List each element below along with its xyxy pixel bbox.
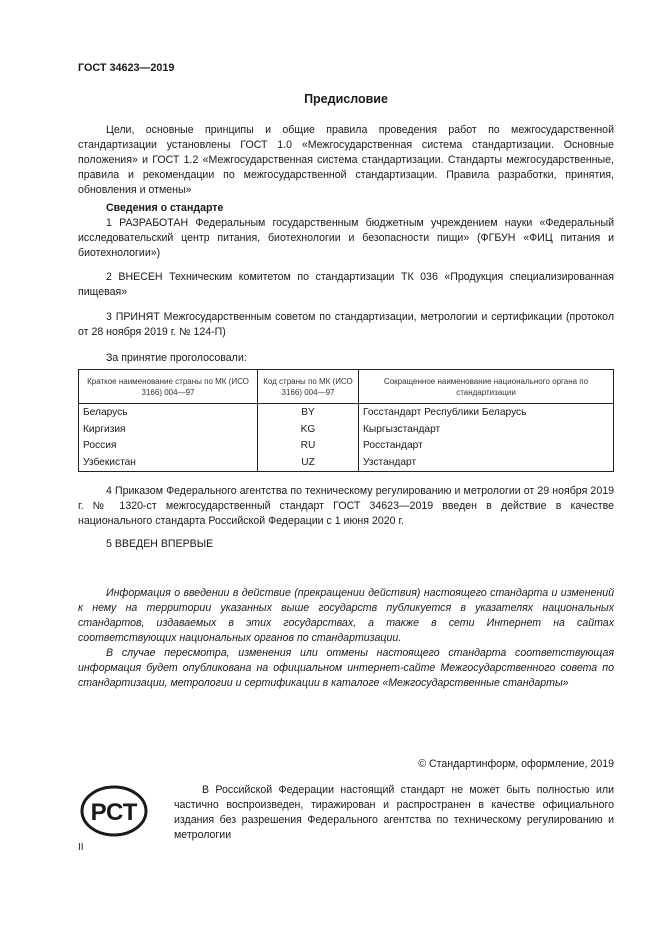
rst-certification-mark-icon (80, 785, 148, 842)
standards-body: Росстандарт (359, 438, 614, 455)
country-name: Россия (79, 438, 258, 455)
logo-lettering: РСТ (90, 799, 138, 826)
standards-body: Кыргызстандарт (359, 422, 614, 439)
item-2-submitted: 2 ВНЕСЕН Техническим комитетом по стандартизации ТК 036 «Продукция специализированная пищевая» (78, 271, 614, 298)
country-code: BY (258, 404, 359, 422)
country-code: UZ (258, 455, 359, 472)
section-heading: Сведения о стандарте (106, 202, 224, 214)
header-country-code: Код страны по МК (ИСО 3166) 004—97 (258, 370, 359, 404)
country-name: Узбекистан (79, 455, 258, 472)
page-number: II (78, 842, 84, 853)
table-row (79, 422, 614, 439)
vote-table-header (79, 370, 614, 404)
country-name: Беларусь (79, 404, 258, 422)
standards-body: Узстандарт (359, 455, 614, 472)
page-title: Предисловие (304, 92, 388, 106)
standards-body: Госстандарт Республики Беларусь (359, 404, 614, 422)
rights-statement: В Российской Федерации настоящий стандарт не может быть полностью или частично воспроизведен, тиражирован и распространен в качестве официального издания без разрешения Федерального агентства по техническому регулированию и метрологии (174, 784, 614, 841)
vote-label: За принятие проголосовали: (106, 352, 247, 364)
item-5-introduced: 5 ВВЕДЕН ВПЕРВЫЕ (106, 538, 214, 550)
country-code: KG (258, 422, 359, 439)
table-row (79, 438, 614, 455)
item-1-developed: 1 РАЗРАБОТАН Федеральным государственным бюджетным учреждением науки «Федеральный исследовательский центр питания, биотехнологии и безопасности пищи» (ФГБУН «ФИЦ питания и биотехнологии») (78, 217, 614, 259)
copyright-line: © Стандартинформ, оформление, 2019 (418, 758, 614, 770)
country-name: Киргизия (79, 422, 258, 439)
vote-table (78, 369, 614, 472)
notice-paragraph-2: В случае пересмотра, изменения или отмены настоящего стандарта соответствующая информация будет опубликована на официальном интернет-сайте Межгосударственного совета по стандартизации, метрологии и сертификации в каталоге «Межгосударственные стандарты» (78, 647, 614, 689)
document-code: ГОСТ 34623—2019 (78, 62, 175, 74)
item-3-adopted: 3 ПРИНЯТ Межгосударственным советом по стандартизации, метрологии и сертификации (протокол от 28 ноября 2019 г. № 124-П) (78, 311, 614, 338)
table-row (79, 455, 614, 472)
country-code: RU (258, 438, 359, 455)
table-row (79, 404, 614, 422)
item-4-enacted: 4 Приказом Федерального агентства по техническому регулированию и метрологии от 29 ноября 2019 г. № 1320-ст межгосударственный стандарт ГОСТ 34623—2019 введен в действие в качестве национального стандарта Российской Федерации с 1 июня 2020 г. (78, 485, 614, 527)
header-standards-body: Сокращенное наименование национального органа по стандартизации (359, 370, 614, 404)
header-country-name: Краткое наименование страны по МК (ИСО 3166) 004—97 (79, 370, 258, 404)
intro-paragraph: Цели, основные принципы и общие правила проведения работ по межгосударственной стандартизации установлены ГОСТ 1.0 «Межгосударственная система стандартизации. Основные положения» и ГОСТ 1.2 «Межгосударственная система стандартизации. Стандарты межгосударственные, правила и рекомендации по межгосударственной стандартизации. Правила разработки, принятия, обновления и отмены» (78, 124, 614, 196)
notice-paragraph-1: Информация о введении в действие (прекращении действия) настоящего стандарта и изменений к нему на территории указанных выше государств публикуется в указателях национальных стандартов, издаваемых в этих государствах, а также в сети Интернет на сайтах соответствующих национальных органов по стандартизации. (78, 587, 614, 644)
